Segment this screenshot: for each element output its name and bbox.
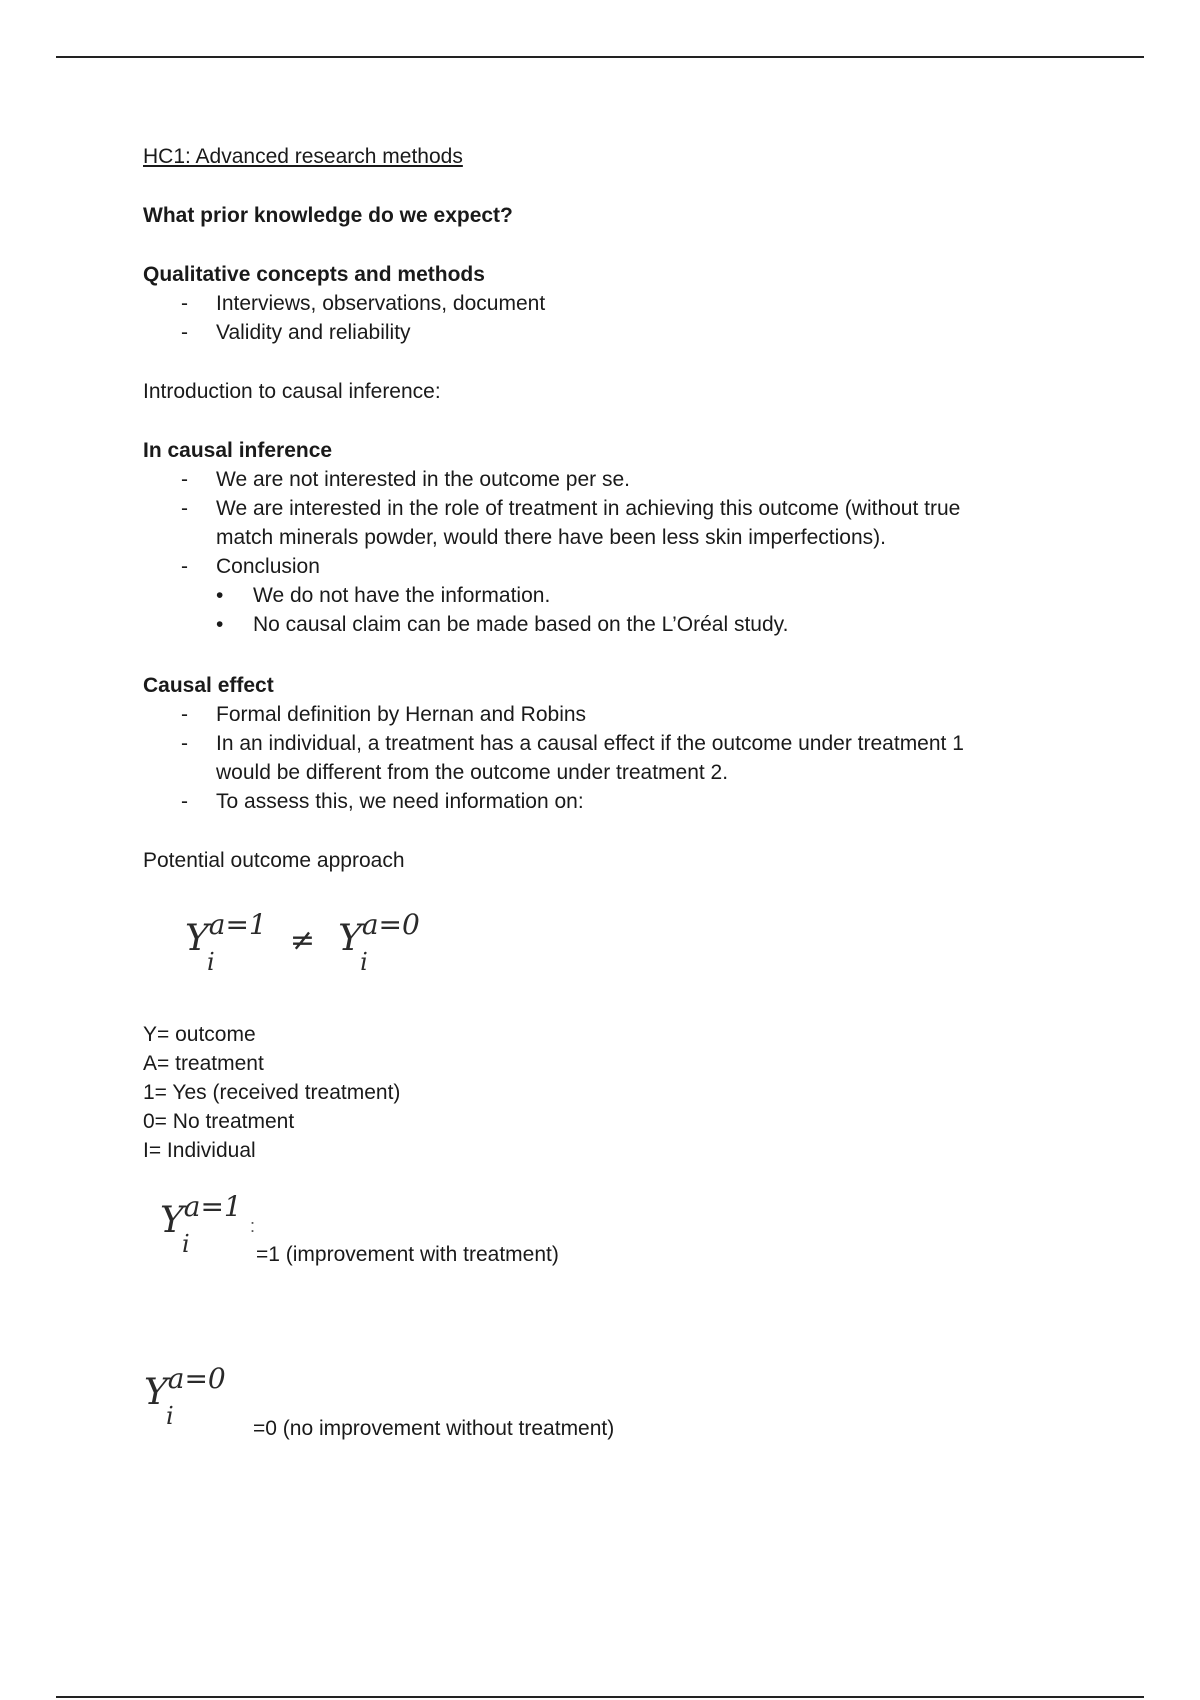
formula-subscript: i: [166, 1402, 174, 1430]
list-item: [143, 729, 996, 787]
list-item-text: We are interested in the role of treatment in achieving this outcome (without true match minerals powder, would there have been less skin imperfections).: [216, 497, 961, 549]
list-item-text: Validity and reliability: [216, 321, 411, 344]
dash-marker: -: [181, 321, 188, 344]
formula-superscript: a=0: [167, 1362, 226, 1395]
list-item-text: No causal claim can be made based on the L’Oréal study.: [253, 613, 789, 636]
dash-marker: -: [181, 703, 188, 726]
document-body: [143, 142, 1073, 875]
list-item-text: Conclusion: [216, 555, 320, 578]
heading-prior-knowledge: What prior knowledge do we expect?: [143, 204, 513, 227]
dash-marker: -: [181, 790, 188, 813]
list-item: [143, 289, 1073, 318]
list-item: [143, 787, 1073, 816]
list-item-text: We are not interested in the outcome per se.: [216, 468, 631, 491]
formula-treated: [160, 1190, 242, 1258]
header-rule: [56, 56, 1144, 58]
footer-rule: [56, 1696, 1144, 1698]
formula-superscript: a=1: [208, 908, 267, 941]
formula-colon: :: [250, 1216, 256, 1236]
causal-inference-list: [143, 465, 1073, 581]
formula-subscript: i: [207, 948, 215, 976]
list-item-text: To assess this, we need information on:: [216, 790, 584, 813]
definition-line: 0= No treatment: [143, 1110, 295, 1133]
causal-effect-list: [143, 700, 1073, 816]
qualitative-list: [143, 289, 1073, 347]
dash-marker: -: [181, 468, 188, 491]
potential-outcome-heading: Potential outcome approach: [143, 849, 405, 872]
formula-base: Y: [144, 1372, 168, 1413]
heading-in-causal-inference: In causal inference: [143, 439, 333, 462]
definition-line: A= treatment: [143, 1052, 264, 1075]
list-item-text: We do not have the information.: [253, 584, 551, 607]
formula-subscript: i: [182, 1230, 190, 1258]
dash-marker: -: [181, 292, 188, 315]
list-item-text: In an individual, a treatment has a causal effect if the outcome under treatment 1 would be different from the outcome under treatment 2.: [216, 732, 964, 784]
dash-marker: -: [181, 555, 188, 578]
definition-line: 1= Yes (received treatment): [143, 1081, 401, 1104]
definition-line: I= Individual: [143, 1139, 256, 1162]
list-item: [143, 610, 1073, 639]
formula-treated-note: =1 (improvement with treatment): [256, 1243, 559, 1266]
formula-base: Y: [160, 1200, 184, 1241]
intro-causal-inference: Introduction to causal inference:: [143, 380, 441, 403]
definitions-list: [143, 1020, 400, 1165]
conclusion-sublist: [143, 581, 1073, 639]
heading-causal-effect: Causal effect: [143, 674, 274, 697]
formula-main: [185, 908, 420, 976]
list-item-text: Interviews, observations, document: [216, 292, 546, 315]
heading-qualitative: Qualitative concepts and methods: [143, 263, 485, 286]
dash-marker: -: [181, 497, 188, 520]
list-item: [143, 700, 1073, 729]
formula-base: Y: [338, 918, 362, 959]
formula-operator: ≠: [289, 923, 315, 958]
list-item-text: Formal definition by Hernan and Robins: [216, 703, 587, 726]
formula-untreated-note: =0 (no improvement without treatment): [253, 1417, 615, 1440]
definition-line: Y= outcome: [143, 1023, 256, 1046]
bullet-marker: •: [216, 613, 224, 636]
dash-marker: -: [181, 732, 188, 755]
list-item: [143, 465, 1073, 494]
list-item: [143, 581, 1073, 610]
list-item: [143, 494, 996, 552]
bullet-marker: •: [216, 584, 224, 607]
formula-untreated: [144, 1362, 226, 1430]
list-item: [143, 552, 1073, 581]
formula-subscript: i: [360, 948, 368, 976]
formula-superscript: a=1: [183, 1190, 242, 1223]
list-item: [143, 318, 1073, 347]
formula-superscript: a=0: [361, 908, 420, 941]
document-title: HC1: Advanced research methods: [143, 145, 463, 168]
formula-base: Y: [185, 918, 209, 959]
